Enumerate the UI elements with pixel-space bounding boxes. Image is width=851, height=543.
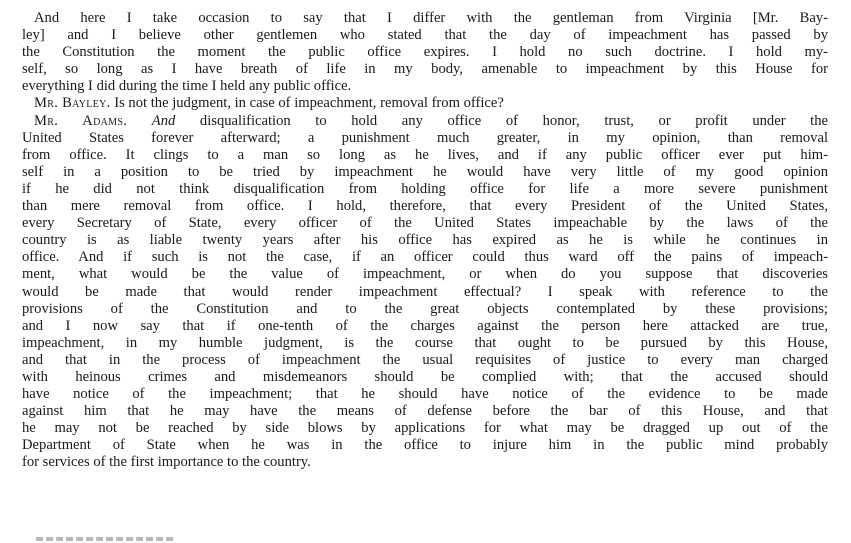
emphasized-word: And [151,112,176,129]
cropped-next-line [22,533,828,543]
text-line: every Secretary of State, every officer of the United States impeachable by the laws of the [22,215,828,232]
text-line: from office. It clings to a man so long as he lives, and if any public officer ever put him- [22,146,828,163]
text-line: provisions of the Constitution and to the great objects contemplated by these provisions; [22,300,828,317]
text-line: with heinous crimes and misdemeanors should be complied with; that the accused should [22,368,828,385]
speech-text: disqualification to hold any office of honor, trust, or profit under the [175,112,828,129]
text-line: for services of the first importance to the country. [22,454,311,471]
text-line: impeachment, in my humble judgment, is the course that ought to be pursued by this House, [22,334,828,351]
text-line: country is as liable twenty years after his office has expired as he is while he continues in [22,232,828,249]
text-line: he may not be reached by side blows by applications for what may be dragged up out of the [22,420,828,437]
text-line: ley] and I believe other gentlemen who stated that the day of impeachment has passed by [22,27,828,44]
speaker-answer-line [22,113,828,130]
text-line: and I now say that if one-tenth of the charges against the person here attacked are true, [22,317,828,334]
text-line: have notice of the impeachment; that he should have notice of the evidence to be made [22,386,828,403]
text-line: than mere removal from office. I hold, therefore, that every President of the United States, [22,198,828,215]
text-line: United States forever afterward; a punishment much greater, in my opinion, than removal [22,129,828,146]
text-line: if he did not think disqualification from holding office for life a more severe punishment [22,180,828,197]
speaker-question-line [22,95,828,112]
text-line: everything I did during the time I held any public office. [22,78,352,95]
speaker-name: Mr. Adams. [34,112,128,129]
speech-text: Is not the judgment, in case of impeachment, removal from office? [110,95,504,112]
text-line: and that in the process of impeachment the usual requisites of justice to every man charged [22,351,828,368]
text-line: against him that he may have the means of defense before the bar of this House, and that [22,403,828,420]
document-page [22,10,828,472]
text-line: self in a position to be tried by impeachment he would have very little of my good opinion [22,163,828,180]
text-line: And here I take occasion to say that I differ with the gentleman from Virginia [Mr. Bay- [34,10,828,26]
speaker-name: Mr. Bayley. [34,95,111,112]
text-line: would be made that would render impeachment effectual? I speak with reference to the [22,283,828,300]
text-line: self, so long as I have breath of life in my body, amenable to impeachment by this House for [22,61,828,78]
text-line: the Constitution the moment the public office expires. I hold no such doctrine. I hold my- [22,44,828,61]
text-line: ment, what would be the value of impeachment, or when do you suppose that discoveries [22,266,828,283]
text-line: office. And if such is not the case, if an officer could thus ward off the pains of impeach- [22,249,828,266]
text-line: Department of State when he was in the office to injure him in the public mind probably [22,437,828,454]
